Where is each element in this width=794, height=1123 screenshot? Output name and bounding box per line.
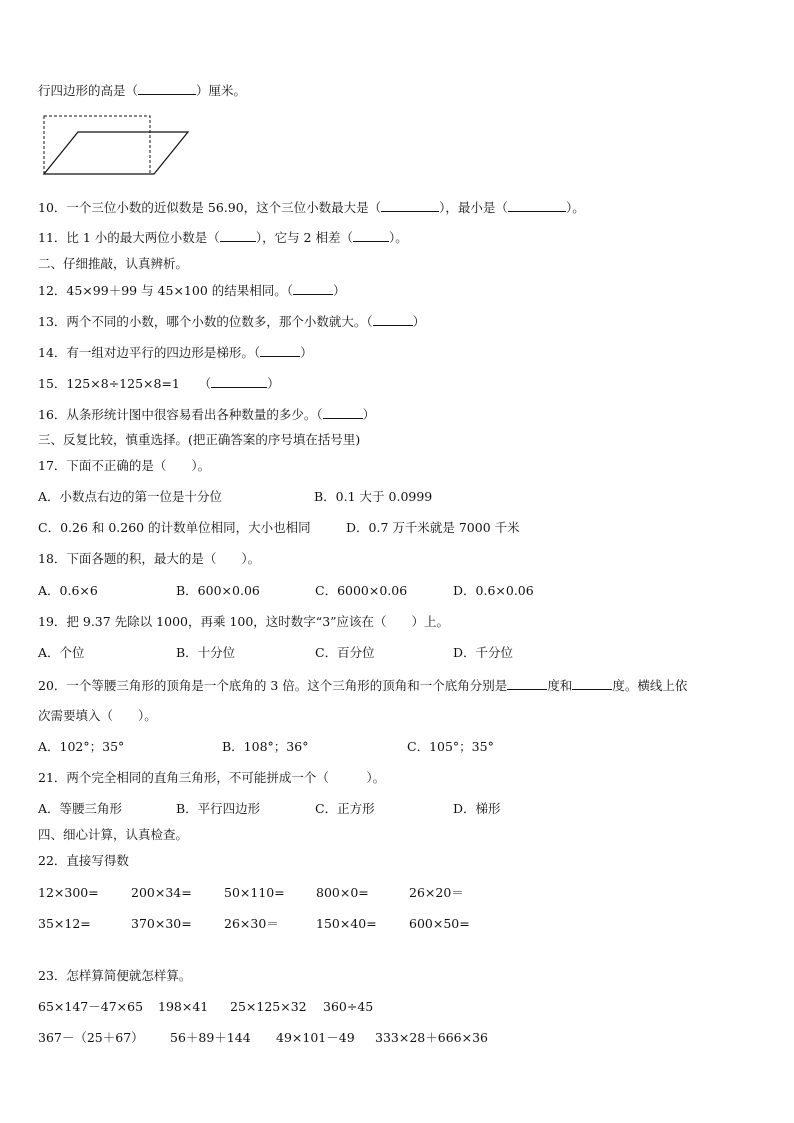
answer-blank[interactable]	[260, 344, 300, 357]
q20-option-c[interactable]: C．105°；35°	[407, 739, 494, 754]
question-14	[38, 344, 313, 361]
answer-blank[interactable]	[220, 229, 256, 242]
question-20	[38, 677, 687, 694]
q21-option-a[interactable]: A．等腰三角形	[38, 801, 123, 816]
question-12	[38, 282, 346, 299]
question-10	[38, 199, 585, 216]
text: 16．从条形统计图中很容易看出各种数量的多少。（	[38, 407, 323, 422]
question-15	[38, 375, 280, 392]
q18-option-b[interactable]: B．600×0.06	[176, 583, 260, 598]
text: 11．比 1 小的最大两位小数是（	[38, 230, 220, 245]
text: ）	[300, 345, 313, 360]
answer-blank[interactable]	[353, 229, 389, 242]
question-19: 19．把 9.37 先除以 1000，再乘 100，这时数字“3”应该在（ ）上。	[38, 614, 450, 629]
section-2-heading: 二、仔细推敲，认真辨析。	[38, 256, 189, 271]
text: ），它与 2 相差（	[255, 230, 353, 245]
parallelogram-figure	[40, 112, 192, 178]
q9-tail	[38, 82, 246, 99]
calc-item: 26×30＝	[224, 916, 279, 931]
text: ）。	[388, 230, 408, 245]
question-18: 18．下面各题的积，最大的是（ ）。	[38, 551, 261, 566]
calc-item: 150×40=	[316, 916, 377, 931]
q19-option-a[interactable]: A．个位	[38, 645, 85, 660]
question-16	[38, 406, 375, 423]
calc-item: 600×50=	[409, 916, 470, 931]
text: 14．有一组对边平行的四边形是梯形。（	[38, 345, 261, 360]
q17-option-b[interactable]: B．0.1 大于 0.0999	[314, 489, 433, 504]
expression-item: 65×147－47×65	[38, 999, 144, 1014]
q17-option-c[interactable]: C．0.26 和 0.260 的计数单位相同，大小也相同	[38, 520, 311, 535]
q19-option-b[interactable]: B．十分位	[176, 645, 236, 660]
answer-blank[interactable]	[508, 199, 566, 212]
answer-blank[interactable]	[323, 406, 363, 419]
text: ）厘米。	[196, 83, 247, 98]
expression-item: 333×28＋666×36	[375, 1030, 488, 1045]
text: 度。横线上依	[612, 678, 688, 693]
q18-option-a[interactable]: A．0.6×6	[38, 583, 98, 598]
question-13	[38, 313, 425, 330]
q21-option-c[interactable]: C．正方形	[315, 801, 375, 816]
answer-blank[interactable]	[381, 199, 439, 212]
dashed-rectangle	[44, 116, 150, 174]
question-23: 23．怎样算简便就怎样算。	[38, 968, 192, 983]
calc-item: 12×300=	[38, 885, 99, 900]
question-11	[38, 229, 408, 246]
text: 15．125×8÷125×8=1 （	[38, 376, 212, 391]
section-3-heading: 三、反复比较，慎重选择。(把正确答案的序号填在括号里)	[38, 432, 361, 447]
q20-option-a[interactable]: A．102°；35°	[38, 739, 125, 754]
question-21: 21．两个完全相同的直角三角形，不可能拼成一个（ ）。	[38, 770, 386, 785]
question-22: 22．直接写得数	[38, 853, 129, 868]
calc-item: 370×30=	[131, 916, 192, 931]
question-20-cont: 次需要填入（ ）。	[38, 708, 157, 723]
text: ）	[267, 376, 280, 391]
expression-item: 49×101－49	[276, 1030, 355, 1045]
text: 12．45×99＋99 与 45×100 的结果相同。（	[38, 283, 294, 298]
expression-item: 56＋89＋144	[170, 1030, 251, 1045]
parallelogram-shape	[44, 132, 188, 174]
calc-item: 26×20＝	[409, 885, 464, 900]
q19-option-d[interactable]: D．千分位	[453, 645, 514, 660]
expression-item: 198×41	[158, 999, 209, 1014]
question-17: 17．下面不正确的是（ ）。	[38, 458, 211, 473]
text: 行四边形的高是（	[38, 83, 139, 98]
answer-blank[interactable]	[572, 677, 612, 690]
q21-option-d[interactable]: D．梯形	[453, 801, 501, 816]
answer-blank[interactable]	[293, 282, 333, 295]
expression-item: 360÷45	[323, 999, 374, 1014]
q18-option-d[interactable]: D．0.6×0.06	[453, 583, 534, 598]
text: ）	[362, 407, 376, 422]
answer-blank[interactable]	[507, 677, 547, 690]
text: ）	[412, 314, 426, 329]
text: ）。	[565, 200, 585, 215]
text: ）	[333, 283, 346, 298]
section-4-heading: 四、细心计算，认真检查。	[38, 827, 189, 842]
q17-option-d[interactable]: D．0.7 万千米就是 7000 千米	[346, 520, 520, 535]
text: 20．一个等腰三角形的顶角是一个底角的 3 倍。这个三角形的顶角和一个底角分别是	[38, 678, 508, 693]
expression-item: 25×125×32	[230, 999, 307, 1014]
q17-option-a[interactable]: A．小数点右边的第一位是十分位	[38, 489, 223, 504]
text: ），最小是（	[439, 200, 508, 215]
calc-item: 50×110=	[224, 885, 285, 900]
calc-item: 200×34=	[131, 885, 192, 900]
calc-item: 800×0=	[316, 885, 369, 900]
answer-blank[interactable]	[211, 375, 267, 388]
answer-blank[interactable]	[138, 82, 196, 95]
expression-item: 367－（25＋67）	[38, 1030, 144, 1045]
answer-blank[interactable]	[373, 313, 413, 326]
q20-option-b[interactable]: B．108°；36°	[222, 739, 309, 754]
text: 13．两个不同的小数，哪个小数的位数多，那个小数就大。（	[38, 314, 373, 329]
text: 10．一个三位小数的近似数是 56.90，这个三位小数最大是（	[38, 200, 382, 215]
text: 度和	[547, 678, 573, 693]
q19-option-c[interactable]: C．百分位	[315, 645, 375, 660]
q18-option-c[interactable]: C．6000×0.06	[315, 583, 408, 598]
calc-item: 35×12=	[38, 916, 91, 931]
q21-option-b[interactable]: B．平行四边形	[176, 801, 261, 816]
